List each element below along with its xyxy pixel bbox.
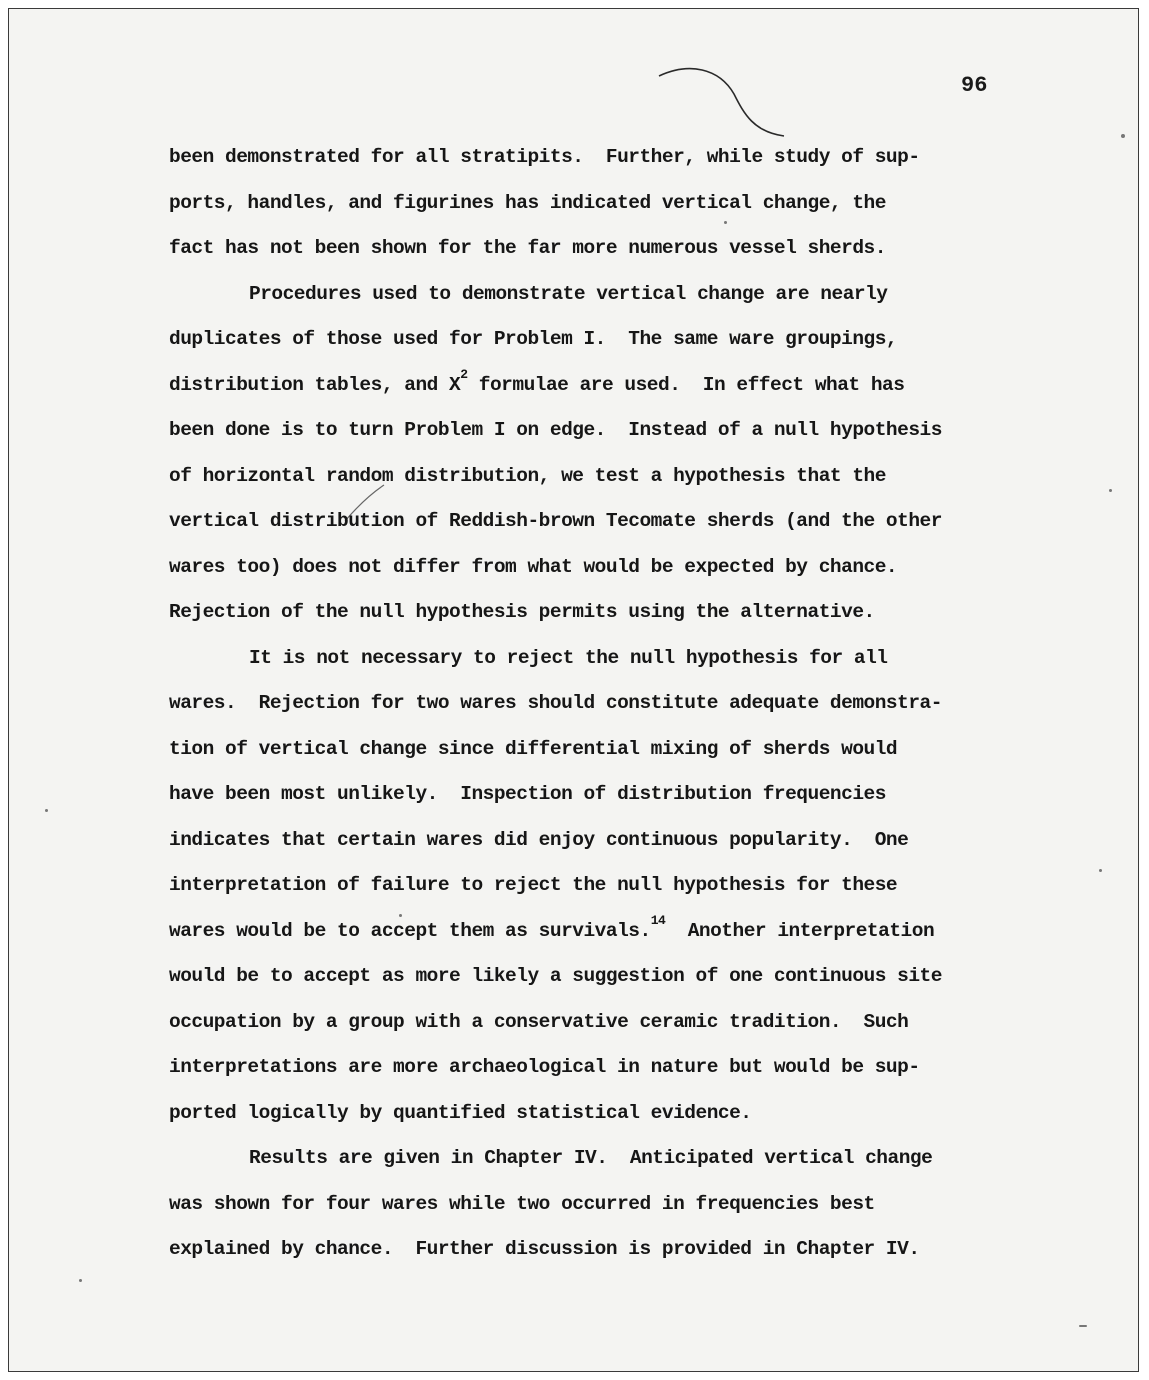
text-line: explained by chance. Further discussion is provided in Chapter IV.	[169, 1238, 920, 1260]
scan-speck	[79, 1279, 82, 1282]
text-segment: Another interpretation	[665, 919, 935, 942]
superscript-2: 2	[460, 367, 468, 382]
text-line: interpretation of failure to reject the null hypothesis for these	[169, 874, 898, 896]
text-line: tion of vertical change since differential mixing of sherds would	[169, 737, 898, 760]
paragraph-2	[169, 272, 969, 636]
text-line-with-footnote	[169, 909, 969, 955]
text-line: indicates that certain wares did enjoy continuous popularity. One	[169, 828, 909, 851]
scan-speck	[1079, 1325, 1087, 1327]
scan-speck	[724, 221, 727, 224]
page-number: 96	[961, 73, 988, 98]
text-line-with-superscript	[169, 363, 969, 409]
text-line: wares. Rejection for two wares should constitute adequate demonstra-	[169, 692, 942, 714]
text-line: vertical distribution of Reddish-brown Tecomate sherds (and the other	[169, 510, 942, 532]
page-frame	[8, 8, 1139, 1372]
document-body	[169, 135, 969, 1273]
text-line: would be to accept as more likely a suggestion of one continuous site	[169, 965, 942, 987]
text-line: Procedures used to demonstrate vertical change are nearly	[249, 282, 888, 305]
text-line: fact has not been shown for the far more numerous vessel sherds.	[169, 237, 886, 259]
text-line: Rejection of the null hypothesis permits using the alternative.	[169, 601, 875, 623]
text-line: duplicates of those used for Problem I. The same ware groupings,	[169, 328, 898, 350]
text-line: of horizontal random distribution, we test a hypothesis that the	[169, 464, 886, 487]
text-line: ported logically by quantified statistical evidence.	[169, 1101, 752, 1124]
text-line: been demonstrated for all stratipits. Further, while study of sup-	[169, 146, 920, 168]
text-line: wares too) does not differ from what would be expected by chance.	[169, 555, 898, 578]
text-segment: wares would be to accept them as survivals.	[169, 919, 651, 942]
scan-speck	[399, 914, 402, 917]
footnote-ref: 14	[650, 913, 666, 928]
text-line: was shown for four wares while two occurred in frequencies best	[169, 1192, 875, 1215]
scan-speck	[1109, 489, 1112, 492]
paragraph-1	[169, 135, 969, 272]
text-segment: distribution tables, and X	[169, 373, 461, 396]
text-line: It is not necessary to reject the null hypothesis for all	[249, 646, 888, 669]
scan-speck	[45, 809, 48, 812]
text-line: ports, handles, and figurines has indicated vertical change, the	[169, 191, 886, 214]
text-line: Results are given in Chapter IV. Anticipated vertical change	[249, 1147, 933, 1169]
text-line: interpretations are more archaeological in nature but would be sup-	[169, 1056, 920, 1078]
text-line: have been most unlikely. Inspection of distribution frequencies	[169, 783, 886, 805]
text-line: occupation by a group with a conservative ceramic tradition. Such	[169, 1010, 909, 1033]
paragraph-3	[169, 636, 969, 1137]
scan-speck	[1099, 869, 1102, 872]
text-segment: formulae are used. In effect what has	[467, 373, 905, 396]
paragraph-4	[169, 1136, 969, 1273]
text-line: been done is to turn Problem I on edge. Instead of a null hypothesis	[169, 419, 942, 441]
scan-speck	[1121, 134, 1125, 138]
